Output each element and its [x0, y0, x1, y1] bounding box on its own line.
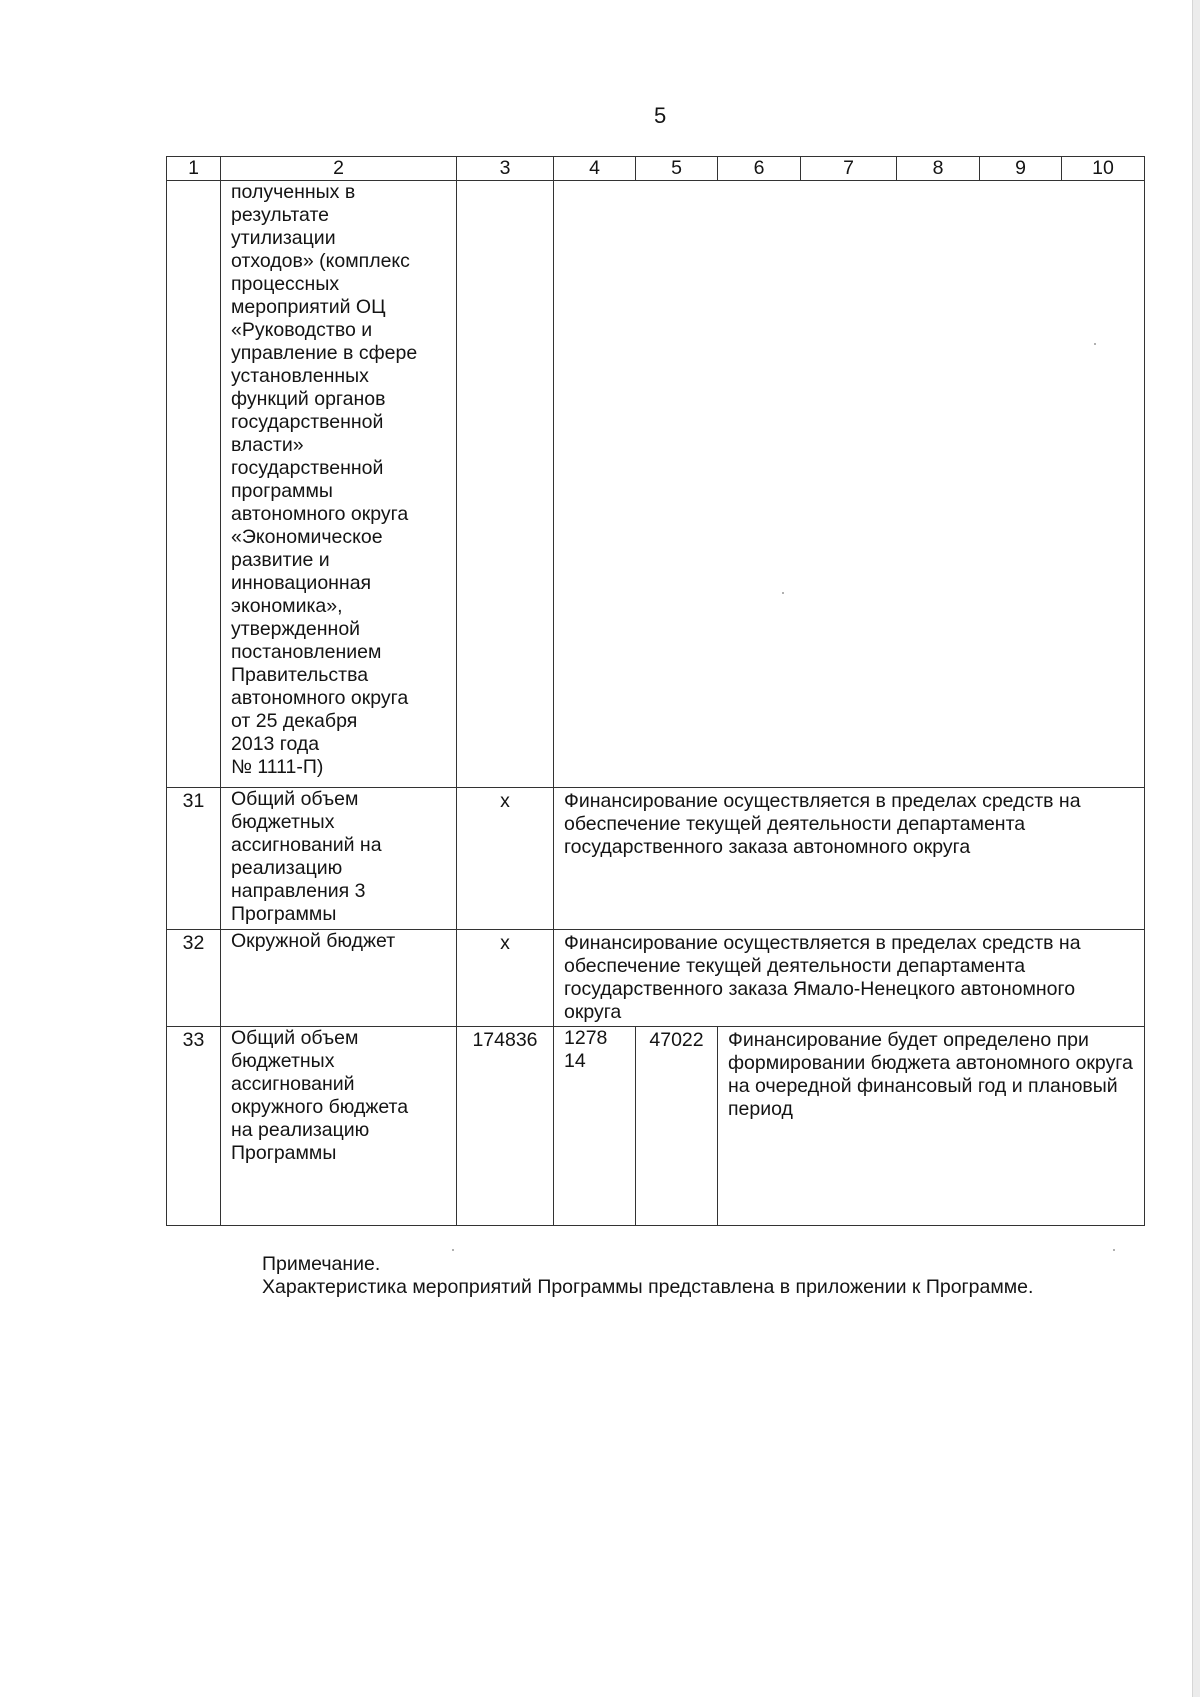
year2-value-cell: 47022 — [636, 1027, 718, 1226]
scan-speck — [452, 1249, 454, 1251]
empty-merged-cell — [554, 181, 1145, 788]
table-row-continuation — [167, 181, 1145, 788]
footnote — [262, 1253, 1033, 1299]
scan-speck — [1094, 343, 1096, 345]
scan-speck — [782, 592, 784, 594]
header-cell: 3 — [457, 157, 554, 181]
table-row-31 — [167, 788, 1145, 930]
row-number-cell: 32 — [167, 930, 221, 1027]
header-cell: 5 — [636, 157, 718, 181]
page-number: 5 — [654, 103, 667, 128]
table-header-row — [167, 157, 1145, 181]
row-number-cell: 33 — [167, 1027, 221, 1226]
header-cell: 6 — [718, 157, 801, 181]
empty-cell — [457, 181, 554, 788]
header-cell: 4 — [554, 157, 636, 181]
header-cell: 10 — [1062, 157, 1145, 181]
footnote-title: Примечание. — [262, 1253, 381, 1275]
col3-cell: x — [457, 930, 554, 1027]
header-cell: 8 — [897, 157, 980, 181]
row-number-cell — [167, 181, 221, 788]
footnote-text: Характеристика мероприятий Программы представлена в приложении к Программе. — [262, 1276, 1034, 1298]
row-name-cell: Общий объем бюджетных ассигнований на реализацию направления 3 Программы — [221, 788, 457, 930]
table-row-33 — [167, 1027, 1145, 1226]
row-number-cell: 31 — [167, 788, 221, 930]
total-value-cell: 174836 — [457, 1027, 554, 1226]
row-name-cell: Общий объем бюджетных ассигнований окружного бюджета на реализацию Программы — [221, 1027, 457, 1226]
row-name-cell: Окружной бюджет — [221, 930, 457, 1027]
header-cell: 7 — [801, 157, 897, 181]
header-cell: 2 — [221, 157, 457, 181]
year1-value-cell: 1278 14 — [554, 1027, 636, 1226]
header-cell: 1 — [167, 157, 221, 181]
merged-financing-cell: Финансирование будет определено при формировании бюджета автономного округа на очередной финансовый год и плановый период — [718, 1027, 1145, 1226]
merged-financing-cell: Финансирование осуществляется в пределах средств на обеспечение текущей деятельности департамента государственного заказа автономного округа — [554, 788, 1145, 930]
scan-speck — [1113, 1249, 1115, 1251]
col3-cell: x — [457, 788, 554, 930]
program-table — [166, 156, 1145, 1226]
table-row-32 — [167, 930, 1145, 1027]
header-cell: 9 — [980, 157, 1062, 181]
continuation-text-cell: полученных в результате утилизации отходов» (комплекс процессных мероприятий ОЦ «Руководство и управление в сфере установленных функций органов государственной власти» государственной программы автономного округа «Экономическое развитие и инновационная экономика», утвержденной постановлением Правительства автономного округа от 25 декабря 2013 года № 1111-П) — [221, 181, 457, 788]
merged-financing-cell: Финансирование осуществляется в пределах средств на обеспечение текущей деятельности департамента государственного заказа Ямало-Ненецкого автономного округа — [554, 930, 1145, 1027]
